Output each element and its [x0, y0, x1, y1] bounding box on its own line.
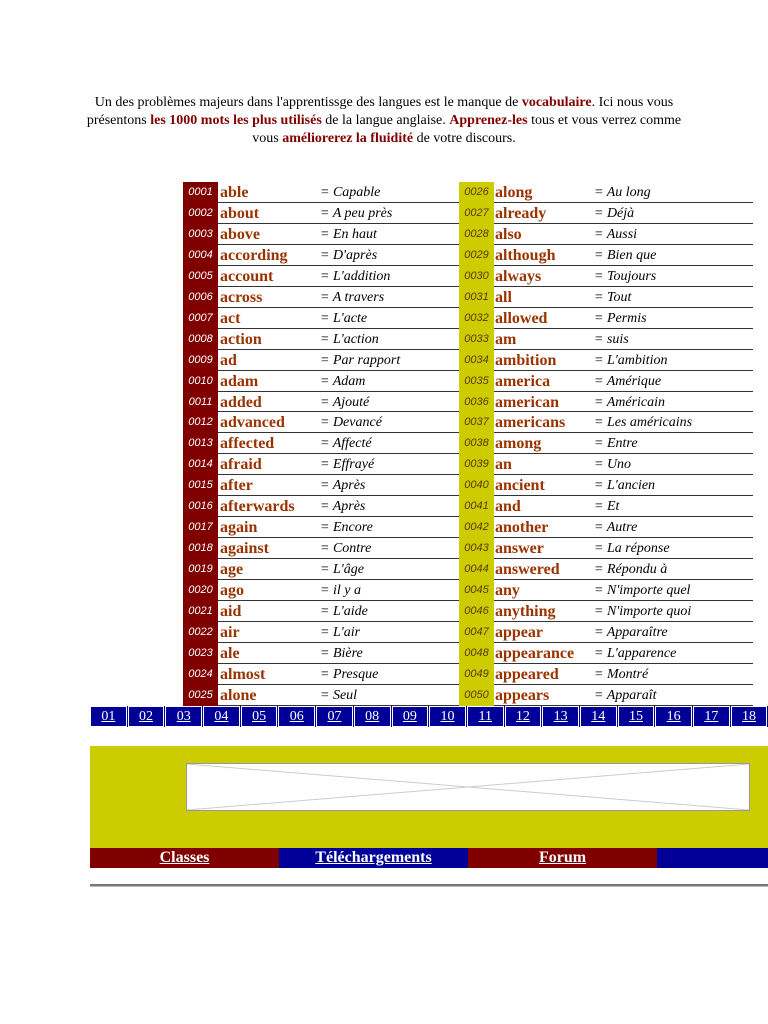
vocab-number: 0018	[183, 538, 218, 559]
vocab-word: ale	[220, 644, 240, 662]
vocab-row	[459, 182, 753, 203]
vocab-word: appearance	[495, 644, 575, 662]
vocab-word: adam	[220, 372, 259, 390]
vocab-number: 0050	[459, 685, 494, 706]
vocab-word: afterwards	[220, 498, 295, 516]
intro-bold-vocabulaire: vocabulaire	[521, 95, 592, 110]
vocab-row	[459, 392, 753, 413]
vocab-word: according	[220, 246, 288, 264]
vocab-row	[459, 329, 753, 350]
vocab-number: 0039	[459, 454, 494, 475]
vocab-row	[459, 308, 753, 329]
vocab-translation: = A travers	[320, 289, 385, 305]
vocab-row	[183, 622, 477, 643]
vocab-translation: = Permis	[594, 310, 647, 326]
vocab-number: 0022	[183, 622, 218, 643]
vocab-number: 0036	[459, 392, 494, 413]
vocab-row	[183, 517, 477, 538]
vocab-translation: = Américain	[594, 394, 666, 410]
vocab-number: 0029	[459, 245, 494, 266]
page-link-16[interactable]: 16	[655, 706, 692, 727]
vocab-translation: = L'aide	[320, 604, 368, 620]
page-link-12[interactable]: 12	[505, 706, 542, 727]
vocab-word: among	[495, 435, 542, 453]
page-link-03[interactable]: 03	[165, 706, 202, 727]
broken-image-icon	[187, 764, 749, 810]
vocab-word: ancient	[495, 477, 545, 495]
intro-text-5: de votre discours.	[413, 131, 516, 146]
vocab-translation: = Aussi	[594, 226, 638, 242]
intro-bold-apprenez: Apprenez-les	[449, 113, 528, 128]
vocab-translation: = Toujours	[594, 268, 657, 284]
vocab-number: 0024	[183, 664, 218, 685]
vocab-row	[183, 266, 477, 287]
vocab-row	[183, 454, 477, 475]
vocab-number: 0016	[183, 496, 218, 517]
vocab-translation: = Apparaître	[594, 625, 668, 641]
vocab-row	[183, 433, 477, 454]
intro-text-2: . Ici nous vous présentons	[86, 95, 674, 128]
nav-link-classes[interactable]: Classes	[90, 848, 279, 868]
vocab-row	[183, 245, 477, 266]
vocab-row	[183, 412, 477, 433]
vocab-row	[183, 308, 477, 329]
vocab-row	[459, 412, 753, 433]
vocab-number: 0012	[183, 412, 218, 433]
vocab-row	[459, 538, 753, 559]
nav-spacer	[657, 848, 768, 868]
page-link-07[interactable]: 07	[316, 706, 353, 727]
vocab-number: 0033	[459, 329, 494, 350]
vocab-word: allowed	[495, 309, 548, 327]
vocabulary-column-left	[183, 182, 477, 706]
page-link-10[interactable]: 10	[429, 706, 466, 727]
vocab-row	[183, 496, 477, 517]
vocab-translation: = L'apparence	[594, 645, 677, 661]
page-link-01[interactable]: 01	[90, 706, 127, 727]
vocab-translation: = Les américains	[594, 415, 693, 431]
vocab-translation: = Affecté	[320, 436, 372, 452]
vocab-word: afraid	[220, 456, 262, 474]
vocab-word: action	[220, 330, 262, 348]
vocab-row	[183, 580, 477, 601]
page-link-13[interactable]: 13	[542, 706, 579, 727]
page-link-11[interactable]: 11	[467, 706, 504, 727]
vocab-number: 0032	[459, 308, 494, 329]
vocab-number: 0045	[459, 580, 494, 601]
vocab-row	[459, 496, 753, 517]
intro-paragraph	[86, 94, 682, 148]
vocab-translation: = Tout	[594, 289, 632, 305]
vocab-row	[459, 287, 753, 308]
page-link-08[interactable]: 08	[354, 706, 391, 727]
vocab-word: ad	[220, 351, 237, 369]
vocab-word: act	[220, 309, 241, 327]
vocab-word: about	[220, 204, 260, 222]
vocab-word: am	[495, 330, 517, 348]
vocab-word: appears	[495, 686, 550, 704]
vocab-translation: = suis	[594, 331, 629, 347]
vocab-number: 0014	[183, 454, 218, 475]
vocab-translation: = Seul	[320, 687, 358, 703]
vocab-row	[459, 371, 753, 392]
vocab-row	[459, 664, 753, 685]
vocab-number: 0038	[459, 433, 494, 454]
vocabulary-table	[183, 182, 753, 706]
vocab-translation: = Apparaît	[594, 687, 657, 703]
vocab-row	[459, 454, 753, 475]
page-link-02[interactable]: 02	[128, 706, 165, 727]
vocab-number: 0011	[183, 392, 218, 413]
vocab-row	[183, 329, 477, 350]
vocab-word: across	[220, 288, 263, 306]
page-navigation	[90, 706, 768, 727]
vocab-word: account	[220, 267, 274, 285]
vocab-row	[459, 224, 753, 245]
vocab-row	[459, 559, 753, 580]
banner-image-placeholder	[186, 763, 750, 811]
page-link-14[interactable]: 14	[580, 706, 617, 727]
vocab-translation: = N'importe quoi	[594, 604, 692, 620]
vocab-word: anything	[495, 603, 556, 621]
vocab-translation: = Ajouté	[320, 394, 370, 410]
vocab-word: america	[495, 372, 551, 390]
vocab-translation: = Autre	[594, 520, 638, 536]
vocab-translation: = Après	[320, 478, 366, 494]
vocab-word: almost	[220, 665, 266, 683]
vocab-word: aid	[220, 603, 242, 621]
vocabulary-column-right	[459, 182, 753, 706]
vocab-translation: = Après	[320, 499, 366, 515]
vocab-word: after	[220, 477, 253, 495]
vocab-row	[459, 266, 753, 287]
vocab-number: 0026	[459, 182, 494, 203]
vocab-translation: = L'addition	[320, 268, 391, 284]
vocab-word: another	[495, 519, 549, 537]
vocab-number: 0005	[183, 266, 218, 287]
vocab-number: 0001	[183, 182, 218, 203]
vocab-word: affected	[220, 435, 275, 453]
page-link-17[interactable]: 17	[693, 706, 730, 727]
vocab-number: 0006	[183, 287, 218, 308]
bottom-navigation	[90, 848, 768, 868]
vocab-number: 0025	[183, 685, 218, 706]
vocab-number: 0042	[459, 517, 494, 538]
vocab-row	[459, 475, 753, 496]
vocab-row	[183, 601, 477, 622]
vocab-translation: = Bière	[320, 645, 363, 661]
vocab-number: 0030	[459, 266, 494, 287]
vocab-word: appear	[495, 624, 543, 642]
vocab-number: 0015	[183, 475, 218, 496]
vocab-number: 0020	[183, 580, 218, 601]
vocab-number: 0046	[459, 601, 494, 622]
vocab-row	[183, 559, 477, 580]
vocab-number: 0021	[183, 601, 218, 622]
nav-link-downloads[interactable]: Téléchargements	[279, 848, 468, 868]
vocab-word: any	[495, 582, 520, 600]
vocab-word: added	[220, 393, 262, 411]
vocab-number: 0041	[459, 496, 494, 517]
vocab-translation: = L'air	[320, 625, 361, 641]
vocab-word: age	[220, 561, 244, 579]
vocab-number: 0009	[183, 350, 218, 371]
vocab-row	[183, 287, 477, 308]
vocab-translation: = Déjà	[594, 205, 635, 221]
vocab-word: along	[495, 184, 533, 201]
vocab-row	[183, 538, 477, 559]
vocab-translation: = L'action	[320, 331, 379, 347]
vocab-number: 0048	[459, 643, 494, 664]
vocab-number: 0034	[459, 350, 494, 371]
page-link-09[interactable]: 09	[392, 706, 429, 727]
vocab-row	[183, 664, 477, 685]
vocab-translation: = L'ancien	[594, 478, 656, 494]
vocab-number: 0013	[183, 433, 218, 454]
page-link-05[interactable]: 05	[241, 706, 278, 727]
vocab-word: against	[220, 540, 269, 558]
vocab-word: air	[220, 624, 240, 642]
vocab-translation: = Encore	[320, 520, 373, 536]
vocab-number: 0010	[183, 371, 218, 392]
page-link-18[interactable]: 18	[731, 706, 768, 727]
vocab-number: 0004	[183, 245, 218, 266]
vocab-number: 0007	[183, 308, 218, 329]
vocab-row	[459, 203, 753, 224]
vocab-row	[459, 350, 753, 371]
page-link-04[interactable]: 04	[203, 706, 240, 727]
nav-link-forum[interactable]: Forum	[468, 848, 657, 868]
vocab-translation: = N'importe quel	[594, 583, 691, 599]
vocab-row	[183, 475, 477, 496]
vocab-row	[459, 685, 753, 706]
vocab-word: americans	[495, 414, 566, 432]
vocab-word: an	[495, 456, 512, 474]
vocab-translation: = Entre	[594, 436, 638, 452]
vocab-row	[459, 643, 753, 664]
vocab-number: 0003	[183, 224, 218, 245]
vocab-row	[459, 601, 753, 622]
intro-bold-fluidite: améliorerez la fluidité	[282, 131, 414, 146]
vocab-word: again	[220, 519, 258, 537]
vocab-word: alone	[220, 686, 257, 704]
vocab-translation: = Presque	[320, 666, 379, 682]
intro-bold-1000-mots: les 1000 mots les plus utilisés	[150, 113, 322, 128]
vocab-translation: = Uno	[594, 457, 632, 473]
vocab-number: 0035	[459, 371, 494, 392]
vocab-translation: = Contre	[320, 541, 372, 557]
vocab-word: american	[495, 393, 559, 411]
vocab-word: answered	[495, 561, 560, 579]
vocab-translation: = Adam	[320, 373, 366, 389]
vocab-translation: = Au long	[594, 185, 651, 200]
vocab-translation: = Par rapport	[320, 352, 401, 368]
vocab-row	[183, 371, 477, 392]
vocab-translation: = Devancé	[320, 415, 382, 431]
vocab-word: and	[495, 498, 521, 516]
vocab-row	[183, 685, 477, 706]
vocab-translation: = L'acte	[320, 310, 368, 326]
vocab-word: although	[495, 246, 556, 264]
vocab-word: always	[495, 267, 542, 285]
vocab-number: 0037	[459, 412, 494, 433]
vocab-translation: = Répondu à	[594, 562, 668, 578]
vocab-row	[183, 350, 477, 371]
horizontal-rule	[90, 884, 768, 887]
page-link-06[interactable]: 06	[278, 706, 315, 727]
vocab-word: all	[495, 288, 512, 306]
vocab-row	[183, 203, 477, 224]
vocab-translation: = D'après	[320, 247, 378, 263]
vocab-row	[183, 643, 477, 664]
intro-text-1: Un des problèmes majeurs dans l'apprentissge des langues est le manque de	[94, 95, 522, 110]
vocab-translation: = Capable	[320, 185, 381, 200]
vocab-row	[183, 224, 477, 245]
vocab-row	[183, 392, 477, 413]
vocab-number: 0019	[183, 559, 218, 580]
vocab-row	[459, 622, 753, 643]
vocab-row	[459, 433, 753, 454]
vocab-row	[459, 580, 753, 601]
vocab-word: able	[220, 184, 249, 201]
vocab-translation: = La réponse	[594, 541, 670, 557]
vocab-word: ambition	[495, 351, 557, 369]
vocab-number: 0043	[459, 538, 494, 559]
vocab-word: answer	[495, 540, 544, 558]
vocab-translation: = L'âge	[320, 562, 364, 578]
vocab-row	[183, 182, 477, 203]
vocab-translation: = A peu près	[320, 205, 393, 221]
page-link-15[interactable]: 15	[618, 706, 655, 727]
vocab-word: ago	[220, 582, 244, 600]
vocab-number: 0044	[459, 559, 494, 580]
vocab-word: appeared	[495, 665, 559, 683]
vocab-translation: = il y a	[320, 583, 361, 599]
vocab-number: 0047	[459, 622, 494, 643]
vocab-number: 0027	[459, 203, 494, 224]
vocab-word: above	[220, 225, 260, 243]
vocab-number: 0023	[183, 643, 218, 664]
vocab-number: 0031	[459, 287, 494, 308]
intro-text-4: tous et vous verrez comme vous	[252, 113, 682, 146]
intro-text-3: de la langue anglaise.	[321, 113, 450, 128]
vocab-number: 0049	[459, 664, 494, 685]
banner-area	[90, 746, 768, 848]
vocab-word: also	[495, 225, 522, 243]
vocab-number: 0008	[183, 329, 218, 350]
vocab-translation: = Effrayé	[320, 457, 375, 473]
vocab-translation: = En haut	[320, 226, 377, 242]
vocab-number: 0017	[183, 517, 218, 538]
vocab-row	[459, 245, 753, 266]
vocab-translation: = Bien que	[594, 247, 657, 263]
vocab-word: already	[495, 204, 547, 222]
vocab-number: 0028	[459, 224, 494, 245]
vocab-translation: = L'ambition	[594, 352, 668, 368]
vocab-number: 0002	[183, 203, 218, 224]
vocab-row	[459, 517, 753, 538]
vocab-translation: = Montré	[594, 666, 649, 682]
vocab-number: 0040	[459, 475, 494, 496]
vocab-translation: = Et	[594, 499, 620, 515]
vocab-word: advanced	[220, 414, 285, 432]
vocab-translation: = Amérique	[594, 373, 662, 389]
